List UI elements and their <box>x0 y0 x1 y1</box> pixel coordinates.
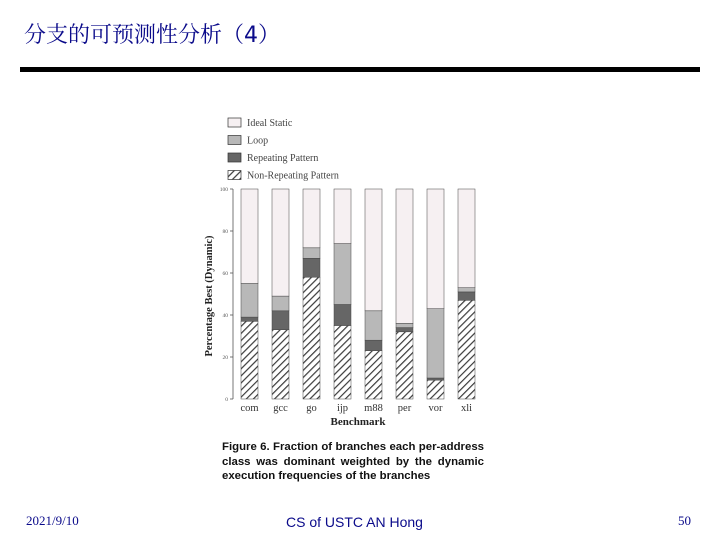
bar-m88-repeating-pattern <box>365 340 382 351</box>
y-tick-label: 100 <box>219 187 228 193</box>
bar-ijp-loop <box>334 244 351 305</box>
footer-date: 2021/9/10 <box>26 513 79 528</box>
bar-go-repeating-pattern <box>303 258 320 277</box>
x-tick-label: gcc <box>273 403 288 414</box>
bar-vor-loop <box>427 309 444 378</box>
y-tick-label: 40 <box>222 313 228 319</box>
bar-gcc-loop <box>272 296 289 311</box>
bar-xli-ideal-static <box>458 189 475 288</box>
bar-go-non-repeating-pattern <box>303 277 320 399</box>
x-tick-label: ijp <box>336 403 349 414</box>
bar-m88-ideal-static <box>365 189 382 311</box>
bar-com-loop <box>241 284 258 318</box>
legend-swatch-ideal-static <box>228 118 241 127</box>
bar-gcc-non-repeating-pattern <box>272 330 289 399</box>
bar-ijp-ideal-static <box>334 189 351 244</box>
legend-swatch-loop <box>228 136 241 145</box>
bar-m88-non-repeating-pattern <box>365 351 382 399</box>
bars <box>241 189 475 399</box>
bar-xli-loop <box>458 288 475 292</box>
figure-caption: Figure 6. Fraction of branches each per-address class was dominant weighted by the dynamic execution frequencies of the branches <box>222 441 484 482</box>
bar-vor-repeating-pattern <box>427 378 444 380</box>
bar-per-ideal-static <box>396 189 413 323</box>
bar-ijp-repeating-pattern <box>334 305 351 326</box>
bar-m88-loop <box>365 311 382 340</box>
x-tick-label: xli <box>460 403 473 414</box>
bar-per-non-repeating-pattern <box>396 332 413 399</box>
bar-com-ideal-static <box>241 189 258 284</box>
y-axis <box>220 187 233 403</box>
page-number: 50 <box>678 513 691 528</box>
legend-label-ideal-static: Ideal Static <box>247 118 293 129</box>
x-tick-label: m88 <box>364 403 383 414</box>
bar-per-loop <box>396 323 413 327</box>
bar-ijp-non-repeating-pattern <box>334 326 351 400</box>
x-axis <box>240 403 472 414</box>
y-tick-label: 20 <box>222 355 228 361</box>
y-axis-label: Percentage Best (Dynamic) <box>204 235 215 357</box>
bar-gcc-repeating-pattern <box>272 311 289 330</box>
x-tick-label: vor <box>428 403 443 414</box>
x-tick-label: com <box>240 403 259 414</box>
x-tick-label: go <box>306 403 317 414</box>
bar-com-repeating-pattern <box>241 317 258 321</box>
title-divider <box>20 67 700 72</box>
legend-label-loop: Loop <box>247 135 269 147</box>
bar-com-non-repeating-pattern <box>241 321 258 399</box>
bar-go-ideal-static <box>303 189 320 248</box>
bar-gcc-ideal-static <box>272 189 289 296</box>
bar-go-loop <box>303 248 320 258</box>
bar-vor-ideal-static <box>427 189 444 309</box>
x-axis-label: Benchmark <box>330 416 386 428</box>
footer-course: CS of USTC AN Hong <box>286 514 423 530</box>
legend-label-repeating-pattern: Repeating Pattern <box>247 153 319 164</box>
bar-xli-non-repeating-pattern <box>458 300 475 399</box>
legend-label-non-repeating-pattern: Non-Repeating Pattern <box>247 170 339 182</box>
x-tick-label: per <box>397 403 412 414</box>
y-tick-label: 0 <box>225 397 228 403</box>
legend-swatch-non-repeating-pattern <box>228 171 241 180</box>
y-tick-label: 80 <box>222 229 228 235</box>
legend-swatch-repeating-pattern <box>228 153 241 162</box>
stacked-bar-chart <box>195 110 495 435</box>
bar-per-repeating-pattern <box>396 328 413 332</box>
bar-vor-non-repeating-pattern <box>427 380 444 399</box>
slide-title: 分支的可预测性分析（4） <box>24 23 280 48</box>
y-tick-label: 60 <box>222 271 228 277</box>
bar-xli-repeating-pattern <box>458 292 475 300</box>
chart-legend <box>228 118 339 182</box>
